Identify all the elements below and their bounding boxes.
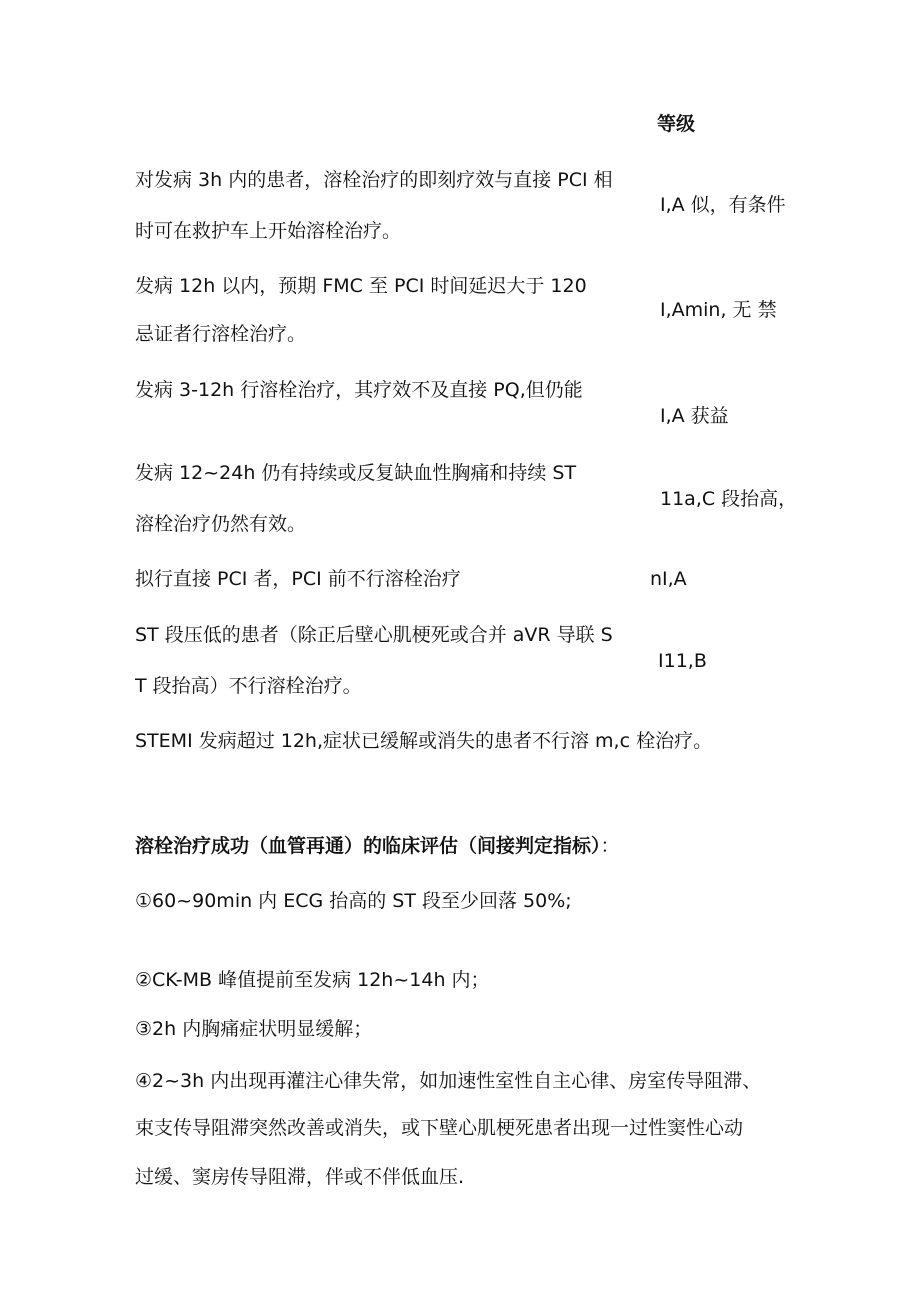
recommendation-grade: I,Amin, 无 禁 — [660, 299, 777, 321]
recommendation-text-line: 忌证者行溶栓治疗。 — [135, 323, 307, 345]
recommendation-text-line: T 段抬高）不行溶栓治疗。 — [135, 675, 362, 697]
recommendation-text-line: 拟行直接 PCI 者，PCI 前不行溶栓治疗 — [135, 568, 461, 590]
evaluation-heading-text: 溶栓治疗成功（血管再通）的临床评估（间接判定指标） — [135, 835, 601, 857]
evaluation-item-line: ③2h 内胸痛症状明显缓解； — [135, 1018, 373, 1040]
evaluation-heading — [135, 833, 620, 859]
recommendation-text-line: STEMI 发病超过 12h,症状已缓解或消失的患者不行溶 m,c 栓治疗。 — [135, 730, 713, 752]
recommendation-text-line: 溶栓治疗仍然有效。 — [135, 513, 307, 535]
recommendation-text-line: 时可在救护车上开始溶栓治疗。 — [135, 220, 402, 242]
grade-column-header: 等级 — [657, 113, 696, 135]
evaluation-item-line: 束支传导阻滞突然改善或消失，或下壁心肌梗死患者出现一过性窦性心动 — [135, 1117, 744, 1139]
evaluation-item-line: ④2~3h 内出现再灌注心律失常，如加速性室性自主心律、房室传导阻滞、 — [135, 1070, 762, 1092]
recommendation-text-line: 发病 12~24h 仍有持续或反复缺血性胸痛和持续 ST — [135, 462, 577, 484]
evaluation-item-line: 过缓、窦房传导阻滞，伴或不伴低血压. — [135, 1166, 465, 1188]
recommendation-grade: I11,B — [658, 650, 707, 672]
recommendation-grade: I,A 获益 — [660, 405, 729, 427]
recommendation-text-line: ST 段压低的患者（除正后壁心肌梗死或合并 aVR 导联 S — [135, 624, 613, 646]
recommendation-text-line: 发病 12h 以内，预期 FMC 至 PCI 时间延迟大于 120 — [135, 275, 587, 297]
recommendation-grade: I,A 似，有条件 — [660, 194, 786, 216]
evaluation-item-line: ②CK-MB 峰值提前至发病 12h~14h 内； — [135, 969, 490, 991]
recommendation-grade: 11a,C 段抬高， — [660, 488, 798, 510]
recommendation-text-line: 发病 3-12h 行溶栓治疗，其疗效不及直接 PQ,但仍能 — [135, 379, 583, 401]
recommendation-grade: nI,A — [650, 568, 687, 590]
recommendation-text-line: 对发病 3h 内的患者，溶栓治疗的即刻疗效与直接 PCI 相 — [135, 169, 613, 191]
evaluation-heading-colon: ： — [600, 835, 620, 857]
evaluation-item-line: ①60~90min 内 ECG 抬高的 ST 段至少回落 50%; — [135, 890, 572, 912]
